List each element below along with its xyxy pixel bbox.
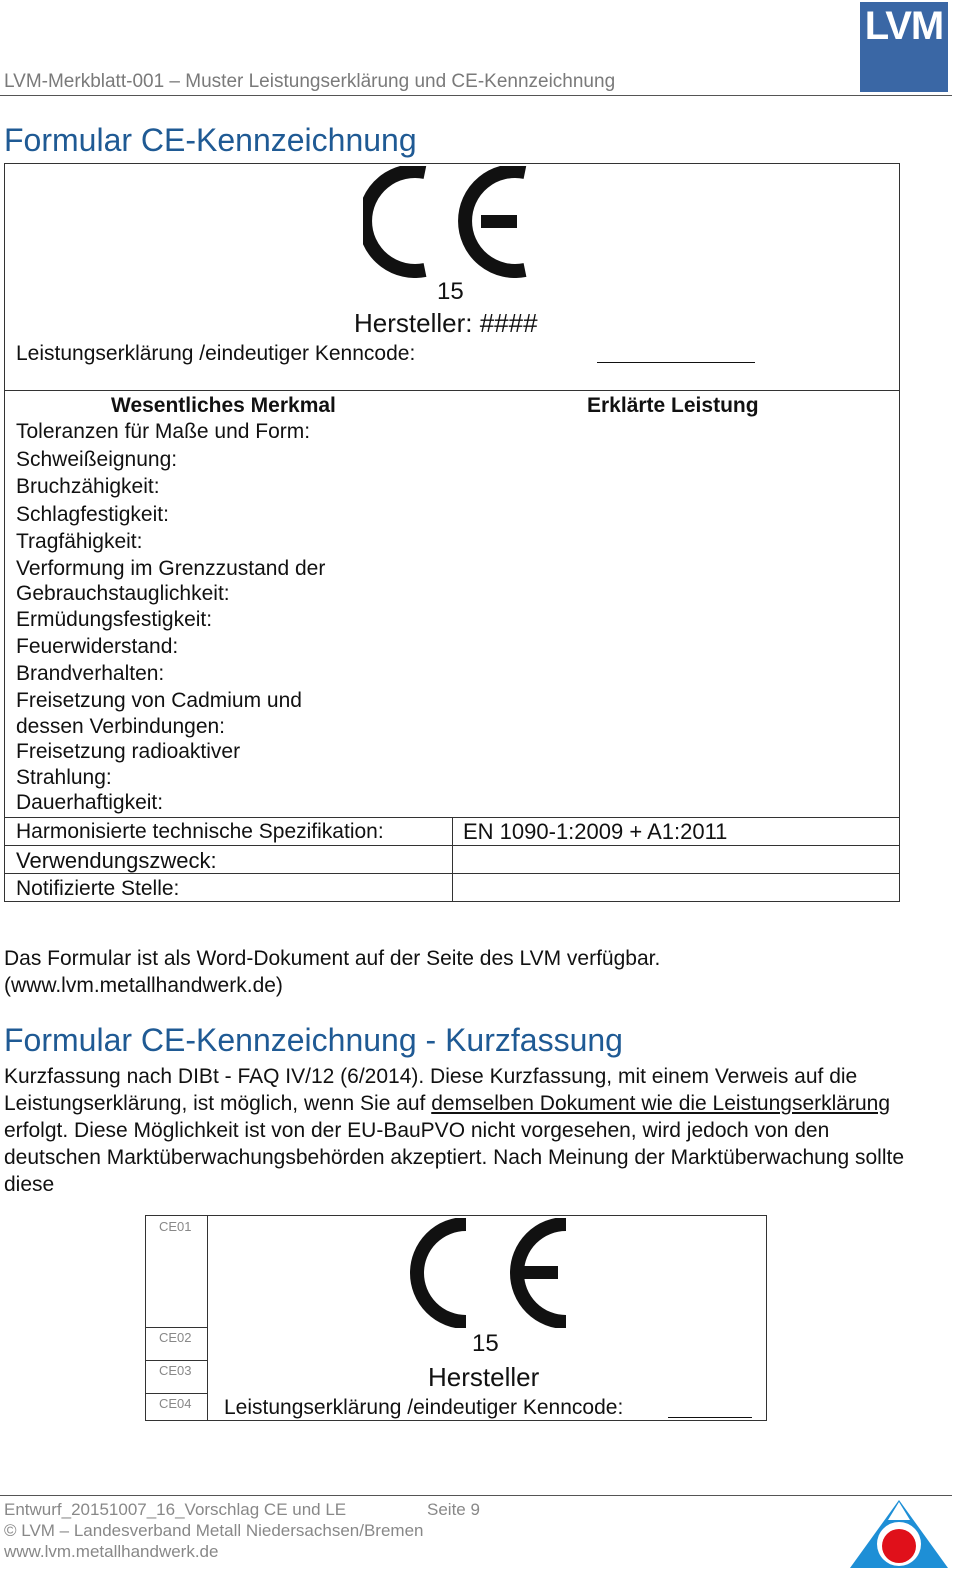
characteristic-item: Tragfähigkeit: [16,530,143,553]
ce-year: 15 [437,278,464,305]
characteristic-item: Toleranzen für Maße und Form: [16,420,311,443]
section-heading-ce-short: Formular CE-Kennzeichnung - Kurzfassung [4,1022,623,1058]
availability-text: Das Formular ist als Word-Dokument auf der Seite des LVM verfügbar. [4,947,661,970]
characteristic-item: Feuerwiderstand: [16,635,179,658]
footer-url: www.lvm.metallhandwerk.de [4,1542,219,1561]
footer-draft: Entwurf_20151007_16_Vorschlag CE und LE [4,1500,347,1519]
code-column-divider [207,1216,208,1420]
ce-form-table [4,163,900,902]
dop-label: Leistungserklärung /eindeutiger Kenncode: [16,342,416,365]
footer-copyright: © LVM – Landesverband Metall Niedersachsen/Bremen [4,1521,424,1540]
underlined-phrase: demselben Dokument wie die Leistungserklärung [431,1092,890,1115]
footer-divider [0,1495,952,1496]
code-label: CE04 [159,1396,192,1411]
table-divider [5,845,899,846]
ce-mark-icon [363,166,533,278]
spec-value: EN 1090-1:2009 + A1:2011 [463,819,728,844]
ce-mark-small-icon [404,1218,574,1328]
table-divider [5,390,899,391]
characteristic-item: dessen Verbindungen: [16,715,226,738]
header-divider [0,95,952,96]
characteristic-item: Bruchzähigkeit: [16,475,160,498]
characteristic-item: Dauerhaftigkeit: [16,791,164,814]
spec-label: Harmonisierte technische Spezifikation: [16,820,384,843]
lvm-logo-text: LVM [864,4,944,48]
notified-body-label: Notifizierte Stelle: [16,877,180,900]
table-divider [5,873,899,874]
section-heading-ce-form: Formular CE-Kennzeichnung [4,122,417,158]
characteristic-item: Gebrauchstauglichkeit: [16,582,230,605]
characteristic-item: Verformung im Grenzzustand der [16,557,326,580]
availability-url: (www.lvm.metallhandwerk.de) [4,974,283,997]
paragraph-segment: Leistungserklärung, ist möglich, wenn Sie auf [4,1092,432,1115]
paragraph-line: erfolgt. Diese Möglichkeit ist von der EU-BauPVO nicht vorgesehen, wird jedoch von den [4,1119,830,1142]
code-label: CE03 [159,1363,192,1378]
paragraph-line [4,1090,890,1117]
dop-label-short: Leistungserklärung /eindeutiger Kenncode: [224,1396,624,1419]
characteristic-item: Schlagfestigkeit: [16,503,169,526]
code-label: CE02 [159,1330,192,1345]
manufacturer-short: Hersteller [428,1362,540,1392]
column-header-performance: Erklärte Leistung [587,394,759,417]
dop-blank-line-short [668,1417,752,1418]
paragraph-line: diese [4,1173,55,1196]
code-label: CE01 [159,1219,192,1234]
characteristic-item: Freisetzung radioaktiver [16,740,241,763]
footer-page-number: Seite 9 [427,1500,480,1519]
code-row-divider [146,1393,208,1394]
dop-blank-line [597,362,755,363]
manufacturer-label: Hersteller: #### [354,308,538,338]
paragraph-line: deutschen Marktüberwachungsbehörden akzeptiert. Nach Meinung der Marktüberwachung sollte [4,1146,905,1169]
column-header-characteristic: Wesentliches Merkmal [111,394,336,417]
ce-year-short: 15 [472,1330,499,1357]
characteristic-item: Brandverhalten: [16,662,165,685]
lvm-logo [860,2,948,92]
characteristic-item: Schweißeignung: [16,448,178,471]
table-column-divider [452,817,453,901]
characteristic-item: Strahlung: [16,766,112,789]
paragraph-line: Kurzfassung nach DIBt - FAQ IV/12 (6/2014). Diese Kurzfassung, mit einem Verweis auf die [4,1065,858,1088]
characteristic-item: Freisetzung von Cadmium und [16,689,302,712]
footer-logo-icon [848,1498,950,1570]
code-row-divider [146,1360,208,1361]
code-row-divider [146,1327,208,1328]
document-title: LVM-Merkblatt-001 – Muster Leistungserklärung und CE-Kennzeichnung [4,71,616,92]
characteristic-item: Ermüdungsfestigkeit: [16,608,213,631]
usage-label: Verwendungszweck: [16,848,217,873]
ce-short-form-box [145,1215,767,1421]
